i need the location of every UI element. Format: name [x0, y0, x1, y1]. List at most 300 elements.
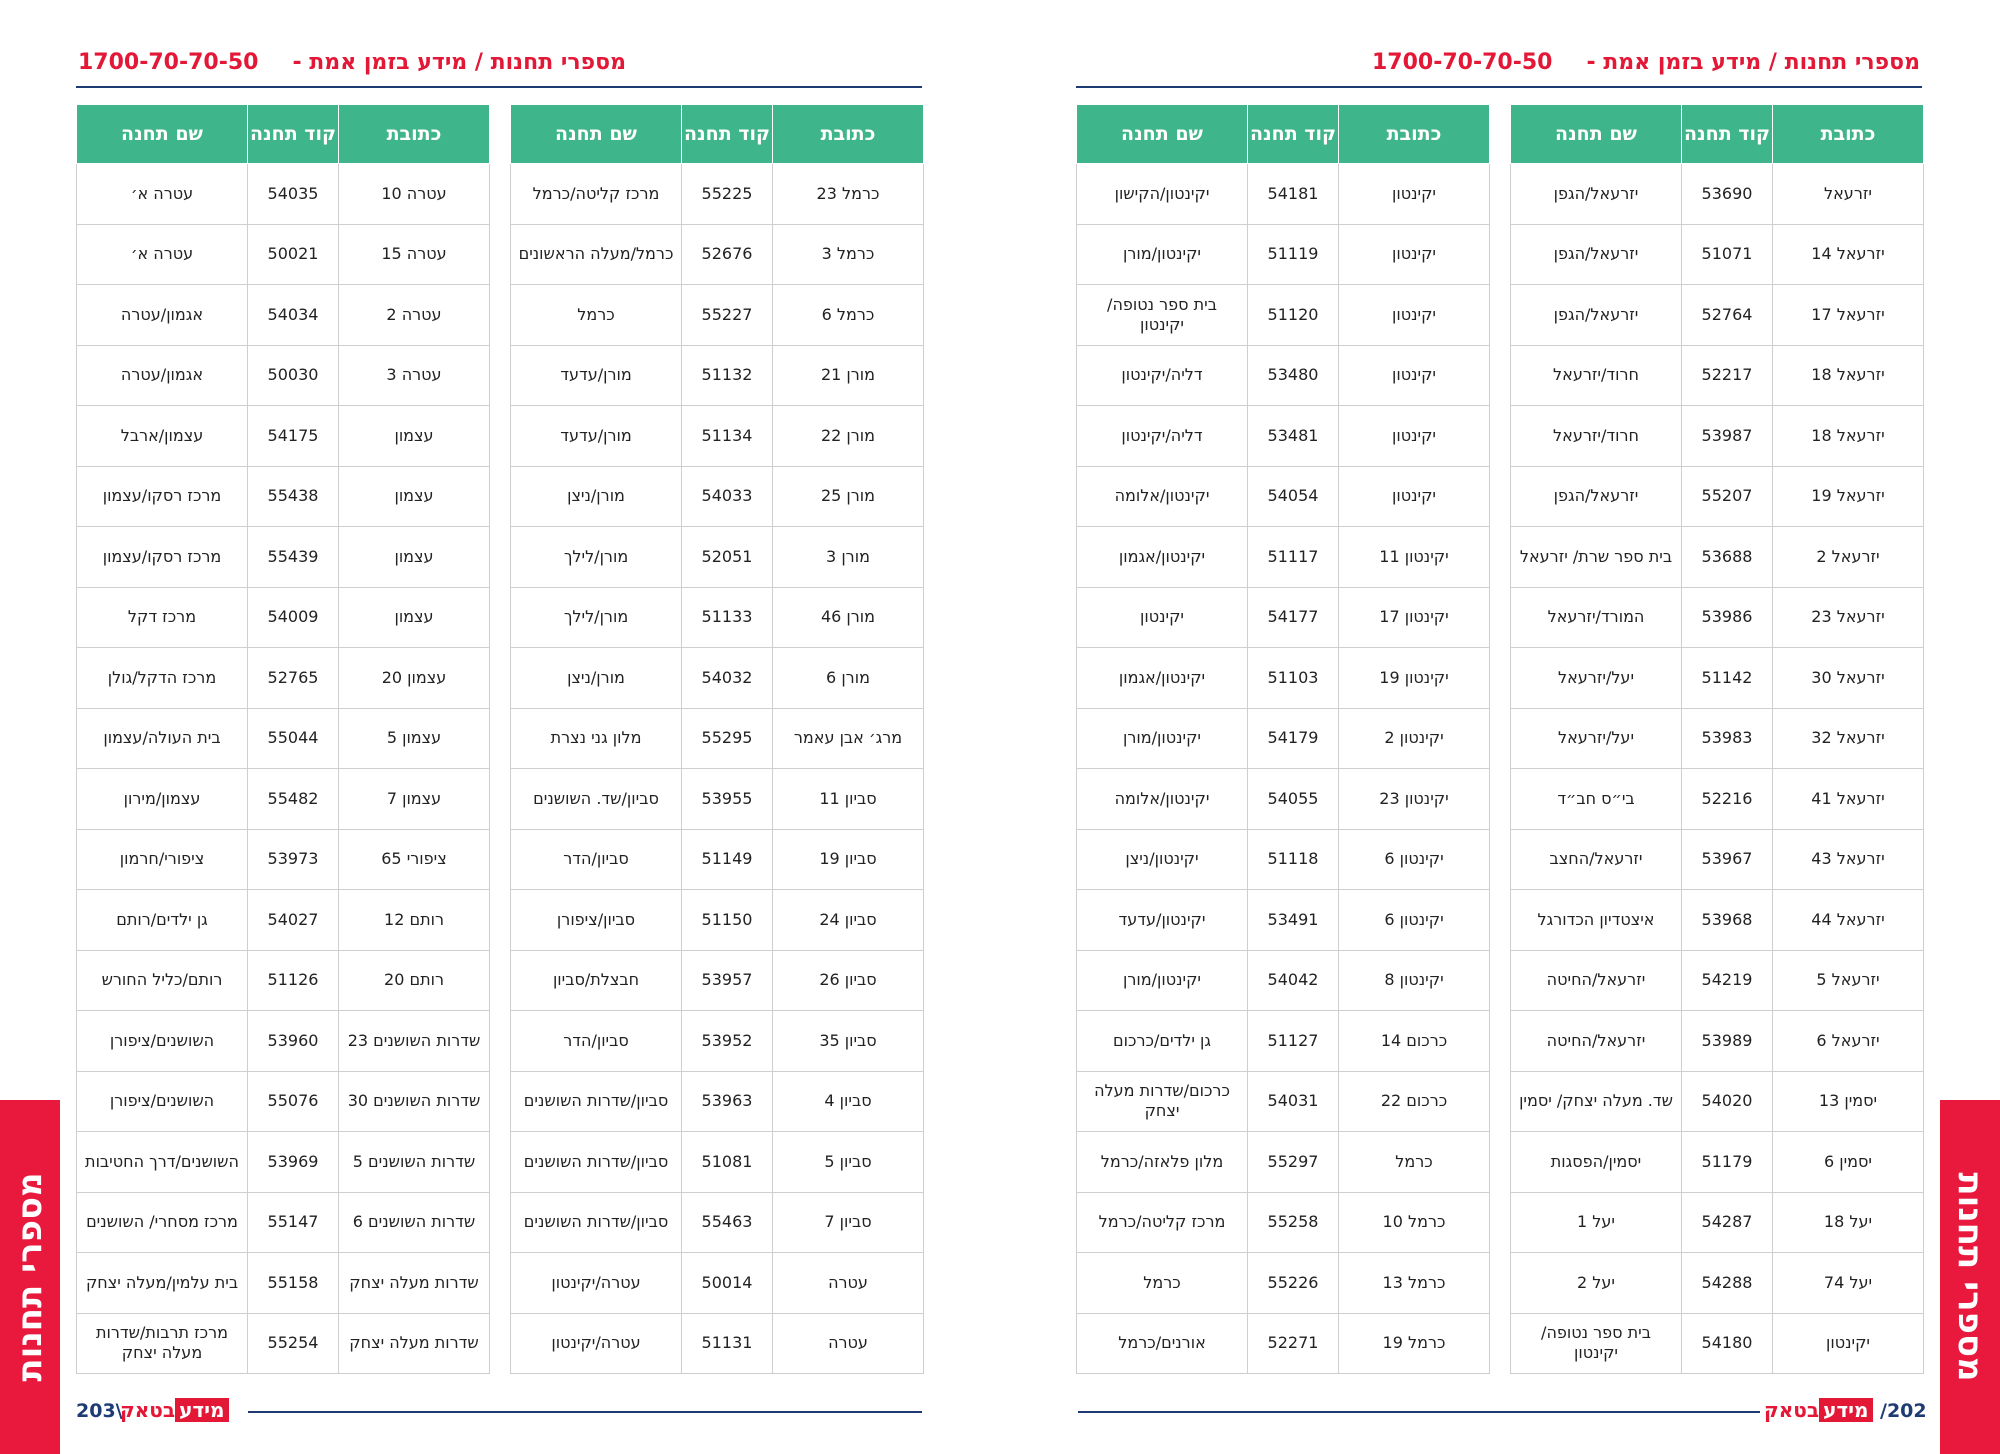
- table-row: [77, 708, 490, 769]
- station-address: יזרעאל 14: [1773, 224, 1924, 285]
- table-row: [77, 890, 490, 951]
- column-header-address: כתובת: [1773, 105, 1924, 164]
- column-header-name: שם תחנה: [1077, 105, 1248, 164]
- station-name: מורן/לילך: [511, 587, 682, 648]
- station-address: שדרות השושנים 5: [339, 1132, 490, 1193]
- station-address: יזרעאל 23: [1773, 587, 1924, 648]
- column-header-name: שם תחנה: [1511, 105, 1682, 164]
- station-address: יזרעאל 6: [1773, 1011, 1924, 1072]
- station-name: יקינטון/הקישון: [1077, 164, 1248, 225]
- station-name: סביון/הדר: [511, 1011, 682, 1072]
- station-name: מורן/ניצן: [511, 648, 682, 709]
- station-name: עצמון/מירון: [77, 769, 248, 830]
- station-name: מורן/לילך: [511, 527, 682, 588]
- table-row: [77, 587, 490, 648]
- table-row: [511, 1071, 924, 1132]
- station-code: 53688: [1682, 527, 1773, 588]
- table-row: [77, 1253, 490, 1314]
- table-row: [1077, 1192, 1490, 1253]
- station-address: יעל 74: [1773, 1253, 1924, 1314]
- stations-table-c: [1076, 104, 1490, 1374]
- station-address: עטרה 15: [339, 224, 490, 285]
- station-code: 51127: [1248, 1011, 1339, 1072]
- station-name: עטרה א׳: [77, 164, 248, 225]
- station-code: 53967: [1682, 829, 1773, 890]
- station-address: שדרות השושנים 6: [339, 1192, 490, 1253]
- table-row: [1511, 164, 1924, 225]
- table-row: [1077, 587, 1490, 648]
- station-name: מרכז קליטה/כרמל: [511, 164, 682, 225]
- station-name: מרכז רסקו/עצמון: [77, 466, 248, 527]
- table-row: [511, 466, 924, 527]
- station-name: יקינטון/מורן: [1077, 950, 1248, 1011]
- table-row: [77, 164, 490, 225]
- table-row: [77, 829, 490, 890]
- station-code: 55207: [1682, 466, 1773, 527]
- table-row: [1511, 829, 1924, 890]
- table-row: [1077, 345, 1490, 406]
- station-name: יקינטון/מורן: [1077, 708, 1248, 769]
- station-name: יזרעאל/הגפן: [1511, 285, 1682, 346]
- station-code: 53690: [1682, 164, 1773, 225]
- column-header-code: קוד תחנה: [1248, 105, 1339, 164]
- page-number: /202: [1880, 1400, 1927, 1422]
- station-name: דליה/יקינטון: [1077, 406, 1248, 467]
- station-code: 54032: [682, 648, 773, 709]
- station-name: סביון/ציפורן: [511, 890, 682, 951]
- station-code: 54027: [248, 890, 339, 951]
- station-address: יקינטון: [1339, 345, 1490, 406]
- station-code: 51081: [682, 1132, 773, 1193]
- station-address: סביון 11: [773, 769, 924, 830]
- station-code: 53963: [682, 1071, 773, 1132]
- station-code: 55463: [682, 1192, 773, 1253]
- table-row: [511, 648, 924, 709]
- table-row: [511, 406, 924, 467]
- column-header-address: כתובת: [773, 105, 924, 164]
- station-code: 55482: [248, 769, 339, 830]
- station-code: 52676: [682, 224, 773, 285]
- station-address: סביון 35: [773, 1011, 924, 1072]
- station-code: 55439: [248, 527, 339, 588]
- station-name: בי״ס חב״ד: [1511, 769, 1682, 830]
- station-address: יקינטון: [1339, 164, 1490, 225]
- station-name: השושנים/ציפורן: [77, 1011, 248, 1072]
- station-code: 55254: [248, 1313, 339, 1374]
- station-name: יקינטון/אלומה: [1077, 769, 1248, 830]
- station-code: 54054: [1248, 466, 1339, 527]
- table-row: [1077, 1313, 1490, 1374]
- station-code: 51071: [1682, 224, 1773, 285]
- right-page: [1000, 0, 2000, 1454]
- station-code: 51117: [1248, 527, 1339, 588]
- station-address: מורן 21: [773, 345, 924, 406]
- station-address: יקינטון 17: [1339, 587, 1490, 648]
- station-address: עטרה 10: [339, 164, 490, 225]
- station-name: יקינטון/מורן: [1077, 224, 1248, 285]
- station-address: כרמל: [1339, 1132, 1490, 1193]
- table-row: [77, 345, 490, 406]
- station-address: מורן 25: [773, 466, 924, 527]
- column-header-name: שם תחנה: [511, 105, 682, 164]
- table-row: [1077, 164, 1490, 225]
- station-name: בית ספר נטופה/ יקינטון: [1077, 285, 1248, 346]
- table-row: [1511, 527, 1924, 588]
- page-number: 203\: [76, 1400, 123, 1422]
- station-code: 54180: [1682, 1313, 1773, 1374]
- table-row: [1511, 466, 1924, 527]
- station-name: מרכז תרבות/שדרות מעלה יצחק: [77, 1313, 248, 1374]
- header-divider: [1076, 86, 1922, 88]
- table-row: [1077, 769, 1490, 830]
- station-code: 54055: [1248, 769, 1339, 830]
- hotline-number: 1700-70-70-50: [1372, 50, 1553, 75]
- table-row: [1077, 1011, 1490, 1072]
- station-name: סביון/שד. השושנים: [511, 769, 682, 830]
- column-header-name: שם תחנה: [77, 105, 248, 164]
- station-address: יזרעאל 44: [1773, 890, 1924, 951]
- section-tab: [0, 1100, 60, 1454]
- station-address: כרמל 6: [773, 285, 924, 346]
- page-header-title: מספרי תחנות / מידע בזמן אמת -: [292, 50, 626, 75]
- station-name: סביון/הדר: [511, 829, 682, 890]
- table-row: [1077, 890, 1490, 951]
- station-address: סביון 19: [773, 829, 924, 890]
- table-row: [1511, 1071, 1924, 1132]
- table-row: [77, 1192, 490, 1253]
- station-name: סביון/שדרות השושנים: [511, 1071, 682, 1132]
- station-code: 55044: [248, 708, 339, 769]
- table-row: [1077, 224, 1490, 285]
- table-row: [1511, 1253, 1924, 1314]
- station-code: 53480: [1248, 345, 1339, 406]
- station-name: מורן/עדעד: [511, 406, 682, 467]
- section-tab-label: מספרי תחנות: [10, 1172, 50, 1382]
- table-row: [1077, 950, 1490, 1011]
- station-code: 53960: [248, 1011, 339, 1072]
- station-address: יקינטון 8: [1339, 950, 1490, 1011]
- table-row: [511, 527, 924, 588]
- station-code: 51126: [248, 950, 339, 1011]
- station-address: יקינטון 11: [1339, 527, 1490, 588]
- table-row: [511, 708, 924, 769]
- station-address: ציפורי 65: [339, 829, 490, 890]
- station-code: 55258: [1248, 1192, 1339, 1253]
- station-name: מורן/ניצן: [511, 466, 682, 527]
- station-code: 53491: [1248, 890, 1339, 951]
- station-name: שד. מעלה יצחק/ יסמין: [1511, 1071, 1682, 1132]
- station-name: חרוד/יזרעאל: [1511, 345, 1682, 406]
- table-row: [77, 950, 490, 1011]
- table-row: [1511, 1192, 1924, 1253]
- table-row: [77, 1313, 490, 1374]
- station-address: עטרה 3: [339, 345, 490, 406]
- station-name: השושנים/דרך החטיבות: [77, 1132, 248, 1193]
- station-code: 55227: [682, 285, 773, 346]
- table-row: [511, 164, 924, 225]
- station-address: כרכום 22: [1339, 1071, 1490, 1132]
- station-address: שדרות מעלה יצחק: [339, 1313, 490, 1374]
- station-code: 51150: [682, 890, 773, 951]
- footer-divider: [248, 1411, 922, 1413]
- table-row: [511, 769, 924, 830]
- stations-table-d: [1510, 104, 1924, 1374]
- table-row: [511, 345, 924, 406]
- station-address: יקינטון 19: [1339, 648, 1490, 709]
- station-code: 51179: [1682, 1132, 1773, 1193]
- station-address: מרג׳ אבן עאמר: [773, 708, 924, 769]
- table-row: [1077, 1253, 1490, 1314]
- station-name: כרמל/מעלה הראשונים: [511, 224, 682, 285]
- station-code: 54175: [248, 406, 339, 467]
- station-name: אורנים/כרמל: [1077, 1313, 1248, 1374]
- table-row: [77, 224, 490, 285]
- station-address: עטרה: [773, 1253, 924, 1314]
- station-name: בית העולה/עצמון: [77, 708, 248, 769]
- section-tab-label: מספרי תחנות: [1950, 1172, 1990, 1382]
- table-row: [1511, 1132, 1924, 1193]
- station-code: 50021: [248, 224, 339, 285]
- station-code: 55225: [682, 164, 773, 225]
- station-name: יעל/יזרעאל: [1511, 708, 1682, 769]
- table-row: [511, 1313, 924, 1374]
- table-row: [511, 224, 924, 285]
- station-name: ציפורי/חרמון: [77, 829, 248, 890]
- stations-table-a: [76, 104, 490, 1374]
- station-code: 50014: [682, 1253, 773, 1314]
- station-name: גן ילדים/כרכום: [1077, 1011, 1248, 1072]
- station-name: עטרה/יקינטון: [511, 1313, 682, 1374]
- station-name: סביון/שדרות השושנים: [511, 1192, 682, 1253]
- station-name: אגמון/עטרה: [77, 345, 248, 406]
- station-name: בית ספר שרת/ יזרעאל: [1511, 527, 1682, 588]
- station-code: 53957: [682, 950, 773, 1011]
- station-code: 51134: [682, 406, 773, 467]
- table-row: [77, 285, 490, 346]
- table-row: [77, 1071, 490, 1132]
- table-row: [1077, 1071, 1490, 1132]
- station-code: 52271: [1248, 1313, 1339, 1374]
- station-name: גן ילדים/רותם: [77, 890, 248, 951]
- station-code: 52765: [248, 648, 339, 709]
- table-row: [1511, 648, 1924, 709]
- station-name: מרכז קליטה/כרמל: [1077, 1192, 1248, 1253]
- station-address: רותם 20: [339, 950, 490, 1011]
- station-address: יקינטון: [1339, 406, 1490, 467]
- station-code: 53986: [1682, 587, 1773, 648]
- station-address: עצמון: [339, 527, 490, 588]
- station-code: 51131: [682, 1313, 773, 1374]
- station-name: מרכז מסחרי/ השושנים: [77, 1192, 248, 1253]
- station-code: 55158: [248, 1253, 339, 1314]
- table-row: [511, 829, 924, 890]
- station-address: מורן 22: [773, 406, 924, 467]
- station-address: עצמון 7: [339, 769, 490, 830]
- station-name: מרכז דקל: [77, 587, 248, 648]
- station-name: מרכז הדקל/גולן: [77, 648, 248, 709]
- station-code: 53955: [682, 769, 773, 830]
- station-address: שדרות השושנים 23: [339, 1011, 490, 1072]
- table-row: [1511, 345, 1924, 406]
- station-code: 52216: [1682, 769, 1773, 830]
- table-row: [511, 1192, 924, 1253]
- station-code: 51120: [1248, 285, 1339, 346]
- table-row: [511, 285, 924, 346]
- brand-logo: מידעבטאק: [120, 1398, 229, 1422]
- station-address: עצמון 20: [339, 648, 490, 709]
- table-row: [1511, 708, 1924, 769]
- table-row: [1511, 587, 1924, 648]
- station-name: רותם/כליל החורש: [77, 950, 248, 1011]
- station-code: 54042: [1248, 950, 1339, 1011]
- station-code: 53481: [1248, 406, 1339, 467]
- station-code: 53969: [248, 1132, 339, 1193]
- table-row: [511, 890, 924, 951]
- station-address: יקינטון 2: [1339, 708, 1490, 769]
- station-name: יעל 2: [1511, 1253, 1682, 1314]
- station-address: מורן 3: [773, 527, 924, 588]
- table-row: [511, 1132, 924, 1193]
- station-address: יזרעאל 2: [1773, 527, 1924, 588]
- station-address: סביון 4: [773, 1071, 924, 1132]
- station-name: יקינטון/אגמון: [1077, 648, 1248, 709]
- station-address: יקינטון: [1339, 285, 1490, 346]
- station-name: חבצלת/סביון: [511, 950, 682, 1011]
- station-address: יזרעאל 5: [1773, 950, 1924, 1011]
- station-name: עצמון/ארבל: [77, 406, 248, 467]
- station-name: סביון/שדרות השושנים: [511, 1132, 682, 1193]
- station-address: מורן 6: [773, 648, 924, 709]
- station-name: כרמל: [1077, 1253, 1248, 1314]
- table-row: [1511, 1011, 1924, 1072]
- table-row: [77, 406, 490, 467]
- station-address: סביון 5: [773, 1132, 924, 1193]
- station-name: המורד/יזרעאל: [1511, 587, 1682, 648]
- station-name: בית עלמין/מעלה יצחק: [77, 1253, 248, 1314]
- station-address: עצמון: [339, 587, 490, 648]
- stations-table-b: [510, 104, 924, 1374]
- station-code: 53989: [1682, 1011, 1773, 1072]
- station-code: 54031: [1248, 1071, 1339, 1132]
- station-name: יקינטון/אגמון: [1077, 527, 1248, 588]
- station-name: יזרעאל/החיטה: [1511, 950, 1682, 1011]
- station-code: 51119: [1248, 224, 1339, 285]
- table-row: [77, 769, 490, 830]
- station-address: יזרעאל 19: [1773, 466, 1924, 527]
- station-name: יעל 1: [1511, 1192, 1682, 1253]
- station-code: 51132: [682, 345, 773, 406]
- station-address: שדרות השושנים 30: [339, 1071, 490, 1132]
- station-code: 52764: [1682, 285, 1773, 346]
- station-address: רותם 12: [339, 890, 490, 951]
- table-row: [77, 648, 490, 709]
- station-address: כרמל 13: [1339, 1253, 1490, 1314]
- station-address: סביון 26: [773, 950, 924, 1011]
- station-address: כרמל 10: [1339, 1192, 1490, 1253]
- station-address: עצמון: [339, 466, 490, 527]
- table-row: [1511, 890, 1924, 951]
- station-code: 54020: [1682, 1071, 1773, 1132]
- station-address: יקינטון: [1339, 224, 1490, 285]
- station-name: יקינטון: [1077, 587, 1248, 648]
- station-code: 53968: [1682, 890, 1773, 951]
- station-name: יסמין/הפסגות: [1511, 1132, 1682, 1193]
- station-name: דליה/יקינטון: [1077, 345, 1248, 406]
- column-header-code: קוד תחנה: [682, 105, 773, 164]
- station-code: 52051: [682, 527, 773, 588]
- table-row: [1511, 769, 1924, 830]
- footer-divider: [1078, 1411, 1760, 1413]
- station-name: יקינטון/ניצן: [1077, 829, 1248, 890]
- table-row: [1511, 285, 1924, 346]
- station-code: 54181: [1248, 164, 1339, 225]
- table-row: [1077, 406, 1490, 467]
- station-code: 53973: [248, 829, 339, 890]
- station-address: יקינטון: [1339, 466, 1490, 527]
- station-code: 52217: [1682, 345, 1773, 406]
- station-name: יעל/יזרעאל: [1511, 648, 1682, 709]
- station-address: יזרעאל 18: [1773, 406, 1924, 467]
- station-code: 51149: [682, 829, 773, 890]
- column-header-code: קוד תחנה: [248, 105, 339, 164]
- station-address: עטרה 2: [339, 285, 490, 346]
- station-code: 54287: [1682, 1192, 1773, 1253]
- station-name: יקינטון/עדעד: [1077, 890, 1248, 951]
- station-code: 53987: [1682, 406, 1773, 467]
- column-header-address: כתובת: [339, 105, 490, 164]
- station-name: יזרעאל/הגפן: [1511, 224, 1682, 285]
- station-code: 55295: [682, 708, 773, 769]
- station-address: יזרעאל 17: [1773, 285, 1924, 346]
- station-name: איצטדיון הכדורגל: [1511, 890, 1682, 951]
- table-row: [1077, 829, 1490, 890]
- station-name: עטרה/יקינטון: [511, 1253, 682, 1314]
- station-address: עצמון: [339, 406, 490, 467]
- station-name: יזרעאל/הגפן: [1511, 164, 1682, 225]
- station-address: כרמל 19: [1339, 1313, 1490, 1374]
- table-row: [77, 466, 490, 527]
- station-name: השושנים/ציפורן: [77, 1071, 248, 1132]
- station-code: 54009: [248, 587, 339, 648]
- station-name: אגמון/עטרה: [77, 285, 248, 346]
- section-tab: [1940, 1100, 2000, 1454]
- station-name: יזרעאל/החיטה: [1511, 1011, 1682, 1072]
- column-header-address: כתובת: [1339, 105, 1490, 164]
- station-address: כרמל 3: [773, 224, 924, 285]
- station-address: יקינטון 6: [1339, 890, 1490, 951]
- table-row: [1077, 527, 1490, 588]
- station-code: 51133: [682, 587, 773, 648]
- table-row: [511, 587, 924, 648]
- station-code: 54035: [248, 164, 339, 225]
- table-row: [1511, 224, 1924, 285]
- header-divider: [76, 86, 922, 88]
- column-header-code: קוד תחנה: [1682, 105, 1773, 164]
- station-name: מורן/עדעד: [511, 345, 682, 406]
- table-row: [77, 1132, 490, 1193]
- table-row: [1077, 285, 1490, 346]
- station-address: מורן 46: [773, 587, 924, 648]
- table-row: [1511, 950, 1924, 1011]
- station-code: 53952: [682, 1011, 773, 1072]
- station-code: 55226: [1248, 1253, 1339, 1314]
- table-row: [1511, 406, 1924, 467]
- station-address: יקינטון 23: [1339, 769, 1490, 830]
- table-row: [1077, 1132, 1490, 1193]
- station-code: 55438: [248, 466, 339, 527]
- table-row: [511, 950, 924, 1011]
- station-name: יקינטון/אלומה: [1077, 466, 1248, 527]
